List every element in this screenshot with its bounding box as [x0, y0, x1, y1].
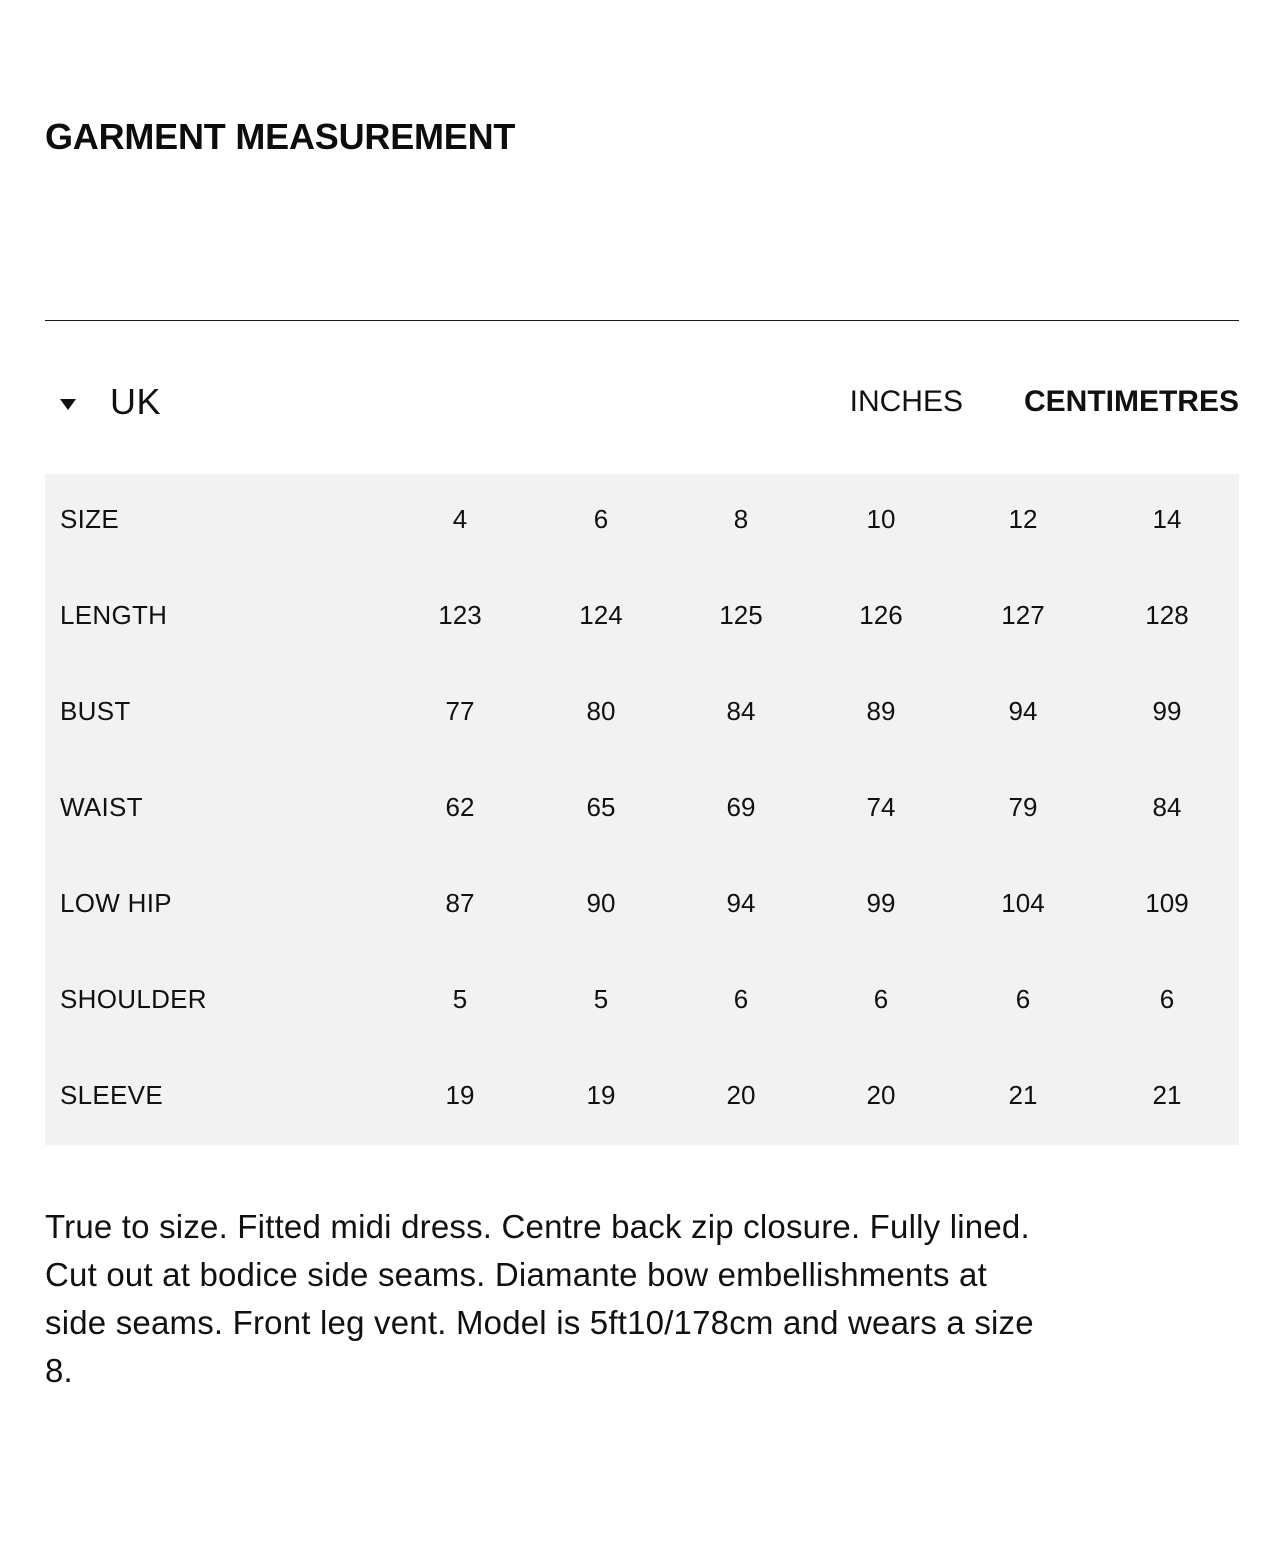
table-cell: 128: [1145, 600, 1189, 630]
row-label: SIZE: [60, 504, 119, 534]
table-row: [45, 570, 1239, 666]
table-cell: 94: [726, 888, 756, 918]
table-cell: 90: [586, 888, 616, 918]
table-cell: 127: [1001, 600, 1045, 630]
table-cell: 8: [733, 504, 749, 534]
table-cell: 14: [1152, 504, 1182, 534]
table-cell: 5: [593, 984, 609, 1014]
table-cell: 87: [445, 888, 475, 918]
table-cell: 109: [1145, 888, 1189, 918]
table-cell: 89: [866, 696, 896, 726]
table-cell: 62: [445, 792, 475, 822]
row-label: SLEEVE: [60, 1080, 163, 1110]
table-cell: 80: [586, 696, 616, 726]
table-cell: 123: [438, 600, 482, 630]
measurement-table: [45, 474, 1239, 1145]
table-cell: 104: [1001, 888, 1045, 918]
table-cell: 21: [1008, 1080, 1038, 1110]
table-cell: 12: [1008, 504, 1038, 534]
table-cell: 99: [866, 888, 896, 918]
table-row: [45, 1050, 1239, 1146]
row-label: LENGTH: [60, 600, 168, 630]
table-cell: 126: [859, 600, 903, 630]
table-cell: 6: [733, 984, 749, 1014]
product-description: True to size. Fitted midi dress. Centre back zip closure. Fully lined. Cut out at bodice side seams. Diamante bow embellishments at side seams. Front leg vent. Model is 5ft10/178cm and wears a size 8.: [45, 1208, 1034, 1389]
table-cell: 65: [586, 792, 616, 822]
table-row: [45, 954, 1239, 1050]
table-cell: 21: [1152, 1080, 1182, 1110]
region-label: UK: [110, 381, 162, 422]
table-row: [45, 666, 1239, 762]
table-cell: 20: [866, 1080, 896, 1110]
page-title: GARMENT MEASUREMENT: [45, 116, 516, 157]
row-label: BUST: [60, 696, 131, 726]
table-cell: 79: [1008, 792, 1038, 822]
unit-centimetres-button[interactable]: CENTIMETRES: [1023, 385, 1239, 418]
table-cell: 6: [873, 984, 889, 1014]
table-row: [45, 858, 1239, 954]
table-cell: 125: [719, 600, 763, 630]
table-cell: 6: [1015, 984, 1031, 1014]
table-cell: 20: [726, 1080, 756, 1110]
caret-down-icon: [60, 399, 76, 410]
table-cell: 77: [445, 696, 475, 726]
table-cell: 6: [1159, 984, 1175, 1014]
table-cell: 19: [445, 1080, 475, 1110]
table-cell: 5: [452, 984, 468, 1014]
row-label: WAIST: [60, 792, 143, 822]
row-label: SHOULDER: [60, 984, 207, 1014]
size-controls: [45, 380, 1239, 424]
table-cell: 19: [586, 1080, 616, 1110]
table-cell: 99: [1152, 696, 1182, 726]
table-cell: 74: [866, 792, 896, 822]
table-row: [45, 762, 1239, 858]
table-cell: 84: [1152, 792, 1182, 822]
row-label: LOW HIP: [60, 888, 172, 918]
table-cell: 10: [866, 504, 896, 534]
table-cell: 4: [452, 504, 468, 534]
unit-toggle: [850, 385, 1239, 419]
region-selector[interactable]: [45, 381, 161, 423]
table-row: [45, 474, 1239, 570]
table-cell: 69: [726, 792, 756, 822]
table-cell: 84: [726, 696, 756, 726]
divider: [45, 320, 1239, 321]
table-cell: 124: [579, 600, 623, 630]
table-cell: 94: [1008, 696, 1038, 726]
table-cell: 6: [593, 504, 609, 534]
unit-inches-button[interactable]: INCHES: [849, 385, 963, 418]
